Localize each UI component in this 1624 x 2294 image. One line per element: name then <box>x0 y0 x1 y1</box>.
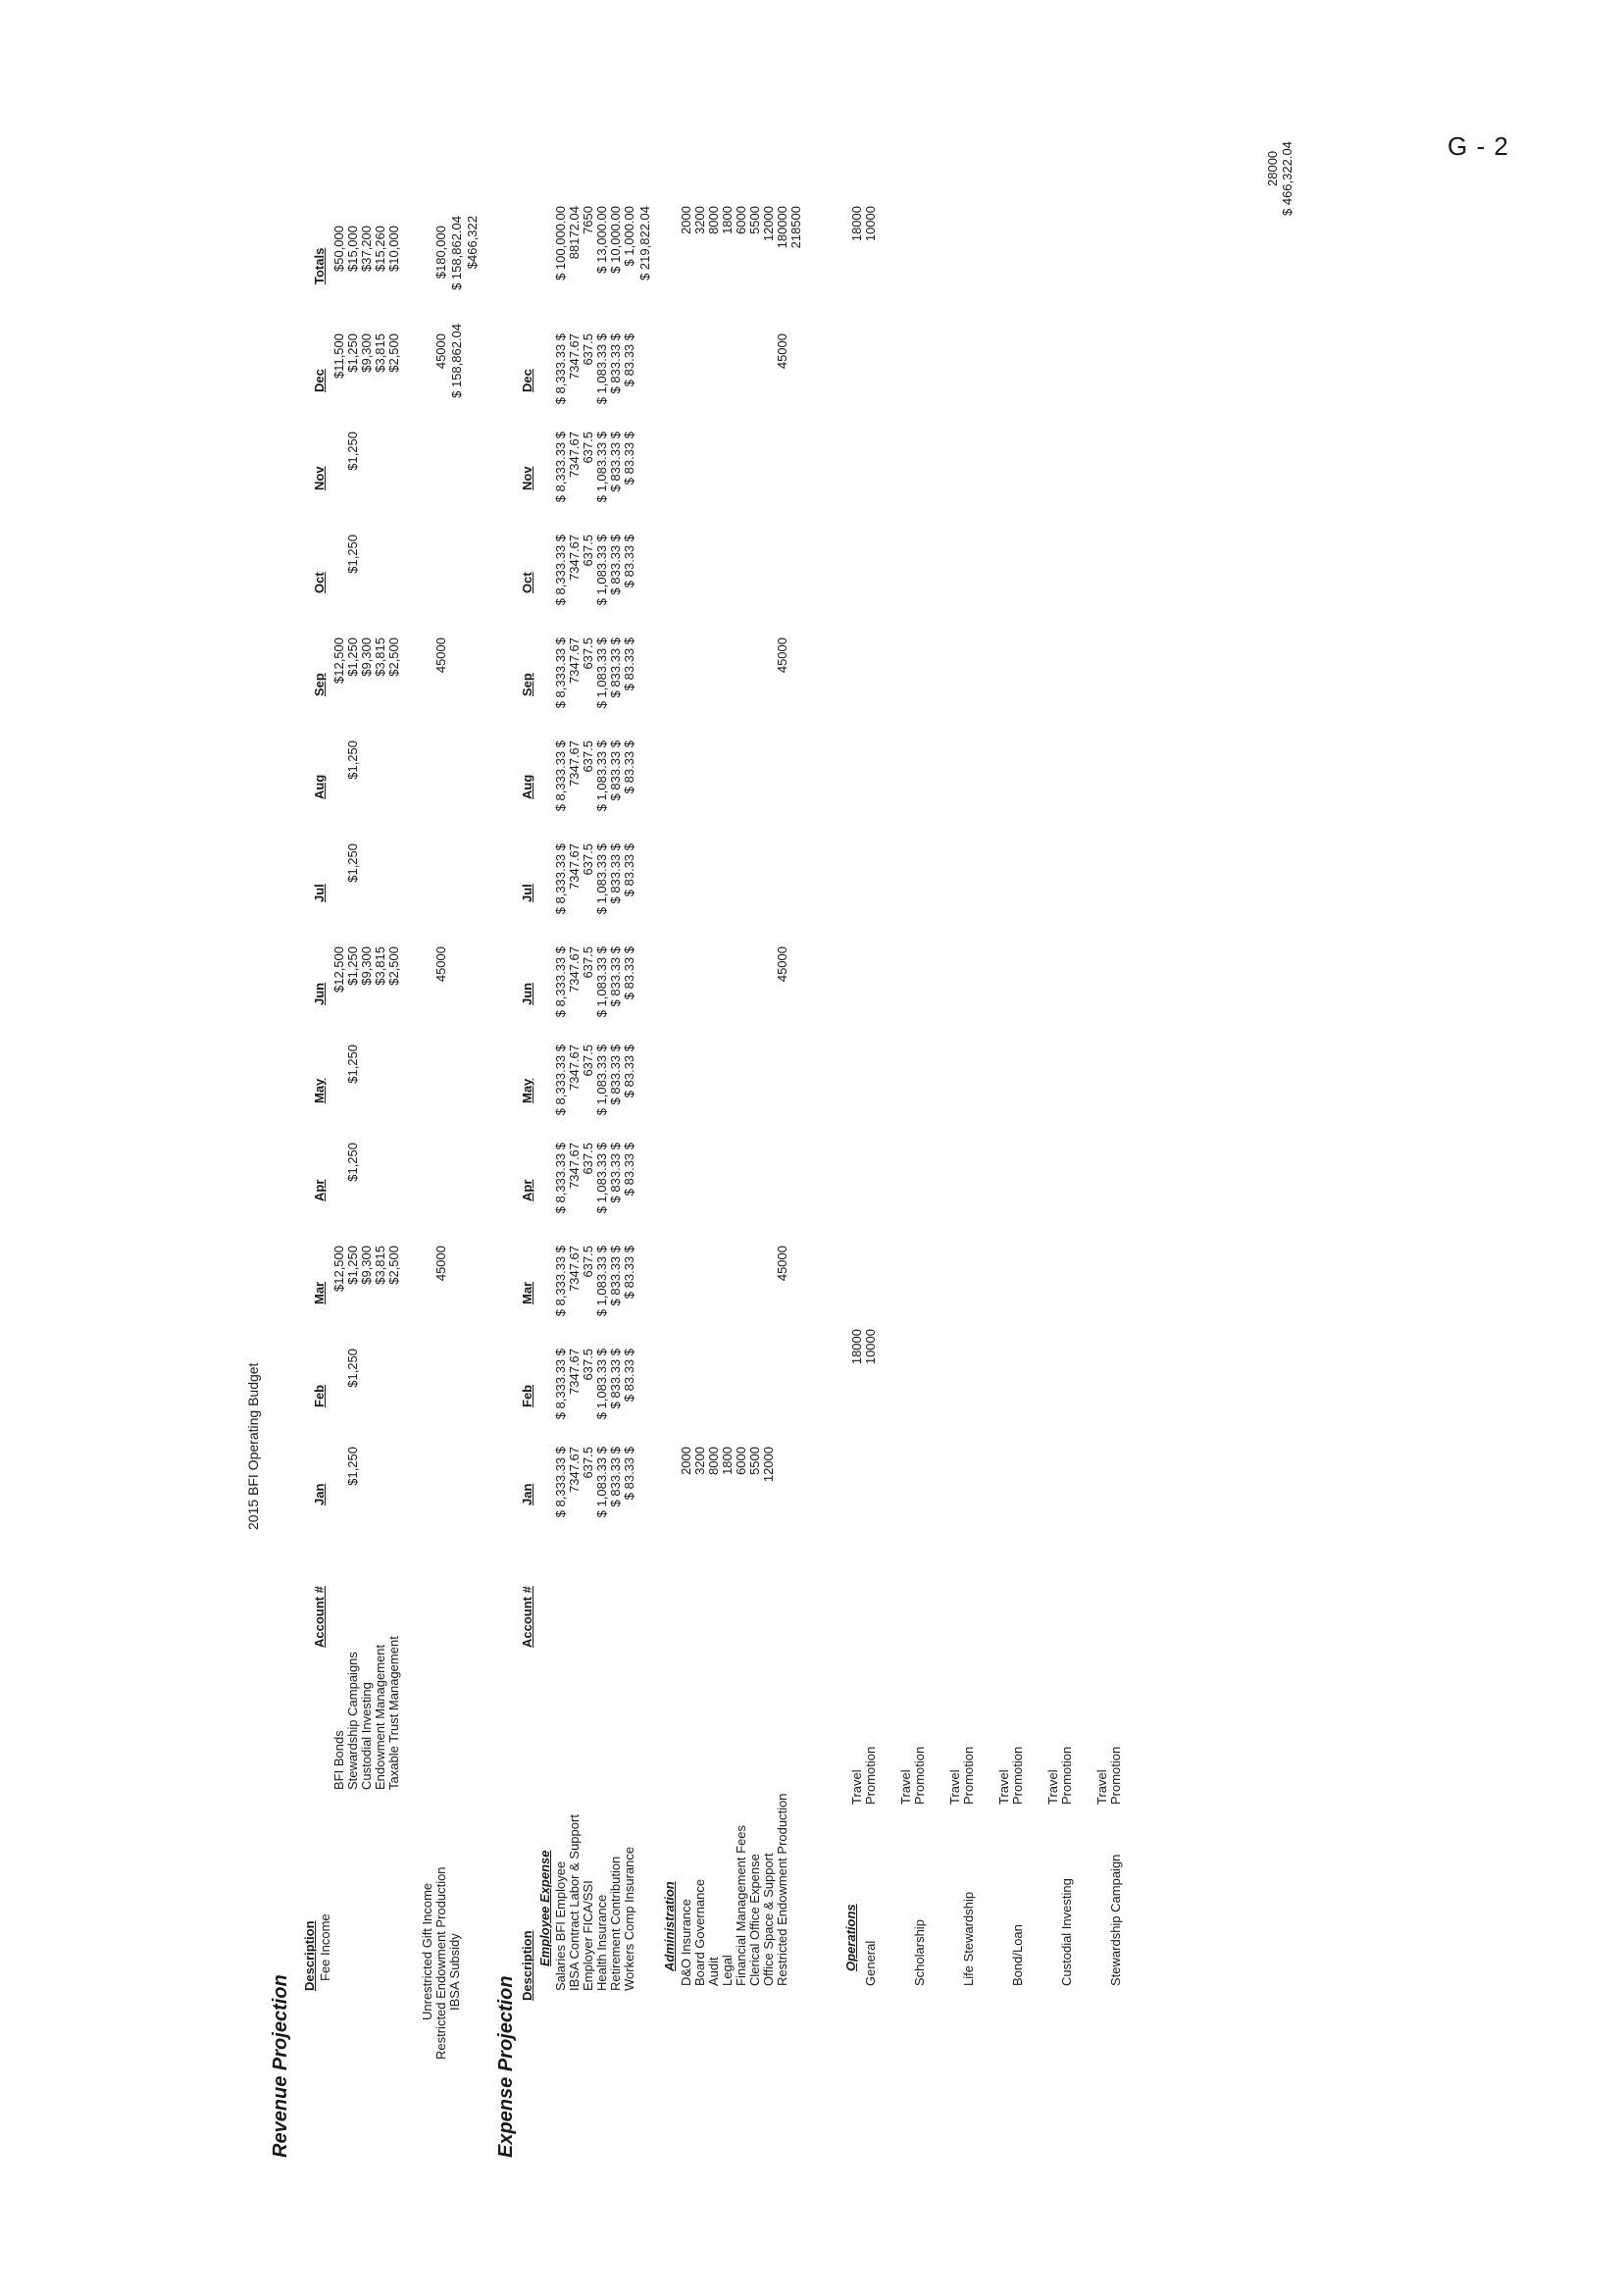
revenue-cell: 45000 <box>433 1246 448 1282</box>
employee-expense-cell: 7347.67 <box>567 1349 582 1395</box>
operations-group-label: Custodial Investing <box>1059 1878 1074 1986</box>
revenue-item-label: Restricted Endowment Production <box>433 1866 448 2060</box>
revenue-cell: $12,500 <box>331 946 346 993</box>
revenue-cell: $ 158,862.04 <box>449 216 464 290</box>
revenue-cell: $2,500 <box>386 333 401 373</box>
employee-expense-cell: $ 8,333.33 $ <box>553 637 568 709</box>
expense-section-title: Expense Projection <box>495 1975 517 2158</box>
revenue-cell: $37,200 <box>359 226 374 272</box>
employee-expense-cell: $ 83.33 $ <box>622 1143 636 1197</box>
revenue-month-header: Apr <box>312 1179 327 1201</box>
employee-expense-cell: 637.5 <box>581 535 595 567</box>
revenue-cell: 45000 <box>433 946 448 983</box>
revenue-section-title: Revenue Projection <box>270 1974 291 2158</box>
revenue-cell: $2,500 <box>386 1246 401 1285</box>
revenue-item-label: Unrestricted Gift Income <box>420 1882 434 2020</box>
operations-group-label: Scholarship <box>912 1919 927 1986</box>
revenue-subitem-label: Custodial Investing <box>359 1682 374 1790</box>
operations-subitem-label: Travel <box>1045 1769 1060 1805</box>
employee-expense-cell: $ 1,083.33 $ <box>594 843 609 915</box>
employee-expense-cell: $ 8,333.33 $ <box>553 740 568 812</box>
rotated-budget-sheet <box>226 127 1373 2158</box>
revenue-cell: $1,250 <box>345 1447 360 1486</box>
admin-quarterly-cell: 45000 <box>775 333 789 370</box>
admin-total-cell: 5500 <box>747 206 762 234</box>
revenue-month-header: Jun <box>312 982 327 1005</box>
admin-jan-cell: 1800 <box>720 1447 735 1475</box>
revenue-cell: $15,000 <box>345 226 360 272</box>
employee-expense-cell: 7347.67 <box>567 432 582 478</box>
revenue-month-header: Oct <box>312 572 327 593</box>
expense-month-header: Dec <box>520 369 534 392</box>
revenue-cell: $3,815 <box>373 333 387 373</box>
employee-expense-cell: $ 83.33 $ <box>622 535 636 588</box>
admin-jan-cell: 8000 <box>706 1447 721 1475</box>
admin-quarterly-cell: 45000 <box>775 946 789 983</box>
expense-month-header: Oct <box>520 572 534 593</box>
admin-total-cell: 3200 <box>692 206 707 234</box>
revenue-cell: $9,300 <box>359 1246 374 1285</box>
revenue-cell: $1,250 <box>345 333 360 373</box>
employee-expense-cell: $ 833.33 $ <box>608 1045 623 1105</box>
revenue-cell: $1,250 <box>345 740 360 780</box>
fee-income-label: Fee Income <box>318 1913 332 1981</box>
revenue-cell: $9,300 <box>359 637 374 677</box>
employee-expense-total: $ 13,000.00 <box>594 206 609 274</box>
employee-expense-cell: $ 8,333.33 $ <box>553 843 568 915</box>
admin-total-cell: 2000 <box>679 206 693 234</box>
employee-expense-sum: $ 219,822.04 <box>637 206 652 280</box>
employee-expense-cell: $ 8,333.33 $ <box>553 946 568 1018</box>
employee-expense-cell: $ 833.33 $ <box>608 946 623 1007</box>
admin-jan-cell: 5500 <box>747 1447 762 1475</box>
admin-jan-cell: 2000 <box>679 1447 693 1475</box>
employee-expense-cell: 7347.67 <box>567 740 582 787</box>
employee-expense-cell: $ 833.33 $ <box>608 333 623 394</box>
admin-expense-label: Legal <box>720 1955 735 1986</box>
employee-expense-cell: 7347.67 <box>567 1447 582 1493</box>
employee-expense-cell: 637.5 <box>581 1349 595 1381</box>
revenue-cell: $50,000 <box>331 226 346 272</box>
employee-expense-cell: $ 83.33 $ <box>622 1045 636 1098</box>
employee-expense-cell: $ 83.33 $ <box>622 740 636 794</box>
employee-expense-cell: $ 83.33 $ <box>622 946 636 1000</box>
admin-jan-cell: 12000 <box>761 1447 776 1483</box>
operations-subitem-label: Travel <box>849 1769 864 1805</box>
employee-expense-cell: 7347.67 <box>567 637 582 684</box>
employee-expense-cell: $ 8,333.33 $ <box>553 1045 568 1116</box>
operations-subitem-label: Promotion <box>912 1746 927 1805</box>
revenue-cell: $15,260 <box>373 226 387 272</box>
employee-expense-cell: $ 83.33 $ <box>622 843 636 897</box>
employee-expense-cell: $ 1,083.33 $ <box>594 432 609 503</box>
page-label: G - 2 <box>1447 131 1509 161</box>
operations-subitem-label: Travel <box>947 1769 962 1805</box>
employee-expense-cell: $ 1,083.33 $ <box>594 1246 609 1317</box>
employee-expense-cell: $ 833.33 $ <box>608 740 623 801</box>
revenue-month-header: Sep <box>312 673 327 696</box>
employee-expense-cell: $ 8,333.33 $ <box>553 1143 568 1214</box>
revenue-cell: $1,250 <box>345 843 360 883</box>
employee-expense-cell: $ 1,083.33 $ <box>594 946 609 1018</box>
revenue-month-header: Feb <box>312 1384 327 1407</box>
employee-expense-cell: 637.5 <box>581 637 595 670</box>
revenue-cell: $1,250 <box>345 535 360 574</box>
admin-jan-cell: 6000 <box>734 1447 748 1475</box>
admin-expense-label: Financial Management Fees <box>734 1824 748 1986</box>
employee-expense-total: 7650 <box>581 206 595 234</box>
employee-expense-cell: 7347.67 <box>567 946 582 993</box>
expense-month-header: Feb <box>520 1384 534 1407</box>
employee-expense-label: Retirement Contribution <box>608 1856 623 1991</box>
employee-expense-cell: 7347.67 <box>567 333 582 380</box>
general-total-cell: 18000 <box>849 206 864 242</box>
operations-subitem-label: Promotion <box>961 1746 976 1805</box>
admin-expense-label: Audit <box>706 1957 721 1986</box>
employee-expense-cell: $ 8,333.33 $ <box>553 535 568 606</box>
operations-group-label: General <box>863 1940 878 1986</box>
expense-month-header: Sep <box>520 673 534 696</box>
employee-expense-label: Health Insurance <box>594 1894 609 1991</box>
employee-expense-cell: 7347.67 <box>567 1143 582 1189</box>
revenue-cell: $1,250 <box>345 637 360 677</box>
revenue-totals-header: Totals <box>312 247 327 284</box>
employee-expense-cell: 637.5 <box>581 1246 595 1278</box>
admin-total-cell: 1800 <box>720 206 735 234</box>
operations-subitem-label: Travel <box>898 1769 913 1805</box>
revenue-subitem-label: Endowment Management <box>373 1644 387 1790</box>
operations-subitem-label: Promotion <box>1010 1746 1025 1805</box>
employee-expense-cell: $ 1,083.33 $ <box>594 1143 609 1214</box>
budget-title: 2015 BFI Operating Budget <box>245 1362 261 1530</box>
employee-expense-cell: $ 1,083.33 $ <box>594 1045 609 1116</box>
ops-sum: 28000 <box>1265 150 1280 186</box>
employee-expense-cell: $ 1,083.33 $ <box>594 637 609 709</box>
revenue-cell: $2,500 <box>386 637 401 677</box>
employee-expense-cell: 637.5 <box>581 432 595 464</box>
employee-expense-cell: $ 1,083.33 $ <box>594 1447 609 1518</box>
revenue-cell: $12,500 <box>331 637 346 684</box>
employee-expense-cell: 637.5 <box>581 843 595 876</box>
admin-expense-label: Board Governance <box>692 1878 707 1986</box>
revenue-grand-total: $466,322 <box>465 216 480 270</box>
employee-expense-cell: $ 833.33 $ <box>608 637 623 698</box>
operations-subitem-label: Promotion <box>1108 1746 1123 1805</box>
employee-expense-cell: $ 833.33 $ <box>608 1349 623 1409</box>
employee-expense-cell: $ 1,083.33 $ <box>594 333 609 405</box>
employee-expense-header: Employee Expense <box>537 1850 552 1966</box>
expense-month-header: Mar <box>520 1281 534 1304</box>
expense-month-header: Jul <box>520 884 534 902</box>
revenue-desc-header: Description <box>302 1920 317 1991</box>
employee-expense-cell: 7347.67 <box>567 1045 582 1091</box>
employee-expense-cell: 637.5 <box>581 1045 595 1077</box>
employee-expense-cell: $ 83.33 $ <box>622 1246 636 1300</box>
revenue-item-label: IBSA Subsidy <box>447 1933 462 2011</box>
revenue-cell: 45000 <box>433 333 448 370</box>
admin-sum: 218500 <box>788 206 803 249</box>
operations-subitem-label: Travel <box>996 1769 1011 1805</box>
employee-expense-total: $ 100,000.00 <box>553 206 568 280</box>
operations-group-label: Bond/Loan <box>1010 1924 1025 1986</box>
employee-expense-cell: $ 1,083.33 $ <box>594 1349 609 1420</box>
employee-expense-cell: $ 83.33 $ <box>622 1349 636 1402</box>
revenue-cell: $3,815 <box>373 637 387 677</box>
admin-total-cell: 6000 <box>734 206 748 234</box>
employee-expense-label: Employer FICA/SSI <box>581 1880 595 1991</box>
employee-expense-cell: $ 8,333.33 $ <box>553 1349 568 1420</box>
revenue-cell: $2,500 <box>386 946 401 986</box>
expense-desc-header: Description <box>520 1930 534 2001</box>
revenue-cell: 45000 <box>433 637 448 674</box>
employee-expense-cell: 637.5 <box>581 740 595 773</box>
employee-expense-cell: $ 1,083.33 $ <box>594 740 609 812</box>
revenue-cell: $12,500 <box>331 1246 346 1292</box>
revenue-cell: $3,815 <box>373 1246 387 1285</box>
revenue-subitem-label: Stewardship Campaigns <box>345 1652 360 1790</box>
employee-expense-total: $ 10,000.00 <box>608 206 623 274</box>
employee-expense-cell: 7347.67 <box>567 843 582 890</box>
revenue-cell: $1,250 <box>345 1045 360 1084</box>
admin-quarterly-cell: 45000 <box>775 637 789 674</box>
expense-month-header: Jun <box>520 982 534 1005</box>
employee-expense-cell: $ 8,333.33 $ <box>553 432 568 503</box>
revenue-cell: $180,000 <box>433 226 448 280</box>
revenue-cell: $1,250 <box>345 946 360 986</box>
operations-subitem-label: Promotion <box>1059 1746 1074 1805</box>
employee-expense-label: IBSA Contract Labor & Support <box>567 1814 582 1991</box>
employee-expense-total: 88172.04 <box>567 206 582 260</box>
operations-subitem-label: Travel <box>1094 1769 1109 1805</box>
revenue-cell: $9,300 <box>359 946 374 986</box>
employee-expense-cell: 7347.67 <box>567 535 582 581</box>
administration-header: Administration <box>662 1881 677 1971</box>
revenue-cell: $11,500 <box>331 333 346 380</box>
revenue-acct-header: Account # <box>312 1586 327 1648</box>
employee-expense-cell: $ 833.33 $ <box>608 1447 623 1507</box>
general-jan-cell: 10000 <box>863 1329 878 1365</box>
expense-acct-header: Account # <box>520 1586 534 1648</box>
employee-expense-label: Salaries BFI Employee <box>553 1861 568 1991</box>
employee-expense-cell: $ 833.33 $ <box>608 1143 623 1203</box>
admin-total-cell: 180000 <box>775 206 789 249</box>
admin-expense-label: D&O Insurance <box>679 1899 693 1986</box>
revenue-month-header: May <box>312 1078 327 1103</box>
expense-month-header: Jan <box>520 1483 534 1505</box>
employee-expense-cell: $ 83.33 $ <box>622 333 636 387</box>
admin-expense-label: Office Space & Support <box>761 1853 776 1986</box>
admin-jan-cell: 3200 <box>692 1447 707 1475</box>
employee-expense-label: Workers Comp Insurance <box>622 1846 636 1991</box>
employee-expense-cell: $ 833.33 $ <box>608 432 623 492</box>
revenue-cell: $1,250 <box>345 1349 360 1388</box>
employee-expense-cell: 637.5 <box>581 1143 595 1175</box>
revenue-cell: $ 158,862.04 <box>449 324 464 398</box>
employee-expense-cell: $ 8,333.33 $ <box>553 1447 568 1518</box>
expense-month-header: May <box>520 1078 534 1103</box>
employee-expense-cell: 637.5 <box>581 333 595 366</box>
admin-quarterly-cell: 45000 <box>775 1246 789 1282</box>
general-jan-cell: 18000 <box>849 1329 864 1365</box>
expense-month-header: Aug <box>520 774 534 799</box>
operations-header: Operations <box>843 1904 858 1971</box>
revenue-cell: $1,250 <box>345 432 360 471</box>
revenue-cell: $1,250 <box>345 1143 360 1182</box>
revenue-month-header: Nov <box>312 466 327 490</box>
employee-expense-cell: $ 83.33 $ <box>622 432 636 485</box>
employee-expense-cell: $ 833.33 $ <box>608 843 623 904</box>
employee-expense-total: $ 1,000.00 <box>622 206 636 267</box>
revenue-subitem-label: Taxable Trust Management <box>386 1636 401 1790</box>
admin-expense-label: Clerical Office Expense <box>747 1854 762 1986</box>
admin-expense-label: Restricted Endowment Production <box>775 1793 789 1986</box>
employee-expense-cell: $ 833.33 $ <box>608 1246 623 1306</box>
operations-group-label: Stewardship Campaign <box>1108 1854 1123 1986</box>
employee-expense-cell: $ 83.33 $ <box>622 1447 636 1501</box>
final-total: $ 466,322.04 <box>1280 141 1294 216</box>
employee-expense-cell: $ 8,333.33 $ <box>553 333 568 405</box>
revenue-month-header: Dec <box>312 369 327 392</box>
revenue-cell: $10,000 <box>386 226 401 272</box>
revenue-month-header: Jan <box>312 1483 327 1505</box>
revenue-month-header: Mar <box>312 1281 327 1304</box>
expense-month-header: Nov <box>520 466 534 490</box>
employee-expense-cell: 7347.67 <box>567 1246 582 1292</box>
operations-group-label: Life Stewardship <box>961 1891 976 1986</box>
admin-total-cell: 8000 <box>706 206 721 234</box>
employee-expense-cell: $ 8,333.33 $ <box>553 1246 568 1317</box>
employee-expense-cell: 637.5 <box>581 1447 595 1479</box>
revenue-cell: $9,300 <box>359 333 374 373</box>
employee-expense-cell: $ 83.33 $ <box>622 637 636 691</box>
general-total-cell: 10000 <box>863 206 878 242</box>
revenue-subitem-label: BFI Bonds <box>331 1730 346 1790</box>
employee-expense-cell: $ 1,083.33 $ <box>594 535 609 606</box>
revenue-month-header: Jul <box>312 884 327 902</box>
revenue-month-header: Aug <box>312 774 327 799</box>
employee-expense-cell: $ 833.33 $ <box>608 535 623 595</box>
revenue-cell: $3,815 <box>373 946 387 986</box>
employee-expense-cell: 637.5 <box>581 946 595 979</box>
expense-month-header: Apr <box>520 1179 534 1201</box>
admin-total-cell: 12000 <box>761 206 776 242</box>
operations-subitem-label: Promotion <box>863 1746 878 1805</box>
revenue-cell: $1,250 <box>345 1246 360 1285</box>
